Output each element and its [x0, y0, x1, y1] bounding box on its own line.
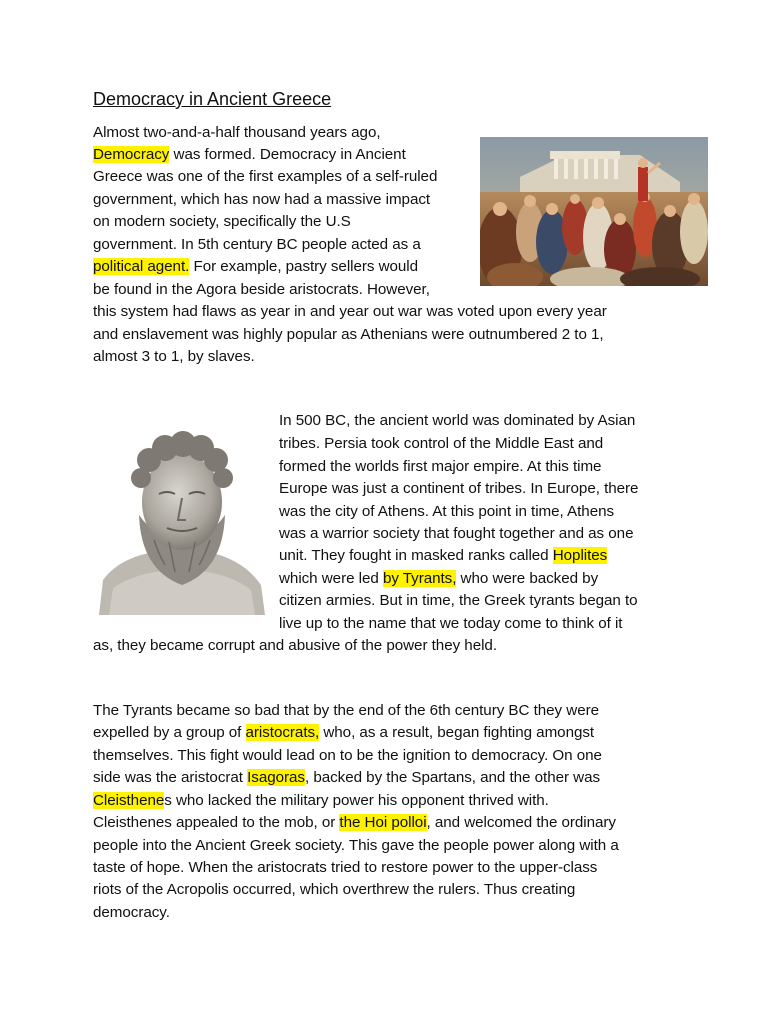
highlighted-term: by Tyrants, — [382, 570, 457, 587]
text-line — [93, 211, 351, 233]
text-line — [93, 879, 575, 901]
text-line — [93, 857, 597, 879]
text-line — [279, 433, 603, 455]
text-run: almost 3 to 1, by slaves. — [93, 348, 255, 365]
text-line — [279, 410, 635, 432]
text-run: and enslavement was highly popular as Athenians were outnumbered 2 to 1, — [93, 326, 604, 343]
text-run: this system had flaws as year in and year out war was voted upon every year — [93, 303, 607, 320]
text-line — [93, 812, 616, 834]
text-line — [93, 700, 599, 722]
text-run: tribes. Persia took control of the Middle East and — [279, 435, 604, 452]
text-run: government. In 5th century BC people acted as a — [93, 236, 421, 253]
text-run: Europe was just a continent of tribes. In Europe, there — [279, 480, 639, 497]
text-line — [93, 189, 430, 211]
text-line — [279, 590, 638, 612]
highlighted-term: Democracy — [93, 146, 170, 163]
text-run: who were backed by — [456, 570, 599, 587]
text-line — [93, 279, 430, 301]
text-line — [93, 301, 607, 323]
page-title: Democracy in Ancient Greece — [93, 89, 332, 109]
text-line — [93, 234, 421, 256]
text-run: side was the aristocrat — [93, 769, 248, 786]
text-run: was the city of Athens. At this point in time, Athens — [279, 503, 615, 520]
highlighted-term: political agent. — [93, 258, 190, 275]
text-line — [93, 256, 418, 278]
text-run: themselves. This fight would lead on to be the ignition to democracy. On one — [93, 747, 602, 764]
text-line — [93, 835, 619, 857]
text-line — [279, 523, 633, 545]
text-line — [93, 635, 497, 657]
text-line — [279, 568, 598, 590]
greek-philosopher-bust-icon — [99, 420, 265, 615]
text-run: on modern society, specifically the U.S — [93, 213, 351, 230]
text-run: be found in the Agora beside aristocrats. However, — [93, 281, 430, 298]
highlighted-term: Cleisthene — [93, 792, 165, 809]
text-run: riots of the Acropolis occurred, which overthrew the rulers. Thus creating — [93, 881, 576, 898]
text-run: was formed. Democracy in Ancient — [169, 146, 406, 163]
text-line — [279, 501, 614, 523]
text-run: formed the worlds first major empire. At this time — [279, 458, 602, 475]
text-run: unit. They fought in masked ranks called — [279, 547, 553, 564]
highlighted-term: aristocrats, — [245, 724, 320, 741]
text-line — [93, 790, 549, 812]
text-run: Greece was one of the first examples of a self-ruled — [93, 168, 438, 185]
text-run: live up to the name that we today come to think of it — [279, 615, 623, 632]
text-run: In 500 BC, the ancient world was dominated by Asian — [279, 412, 636, 429]
text-line — [93, 324, 604, 346]
text-run: , and welcomed the ordinary — [426, 814, 616, 831]
highlighted-term: the Hoi polloi — [339, 814, 427, 831]
text-line — [279, 456, 601, 478]
highlighted-term: Hoplites — [552, 547, 608, 564]
text-line — [93, 346, 255, 368]
text-run: government, which has now had a massive impact — [93, 191, 431, 208]
text-run: citizen armies. But in time, the Greek tyrants began to — [279, 592, 638, 609]
athens-assembly-painting-icon — [480, 137, 708, 286]
text-run: was a warrior society that fought together and as one — [279, 525, 634, 542]
text-run: as, they became corrupt and abusive of the power they held. — [93, 637, 497, 654]
text-run: For example, pastry sellers would — [189, 258, 419, 275]
text-line — [93, 722, 594, 744]
text-run: , backed by the Spartans, and the other was — [304, 769, 601, 786]
text-line — [93, 166, 437, 188]
text-run: who, as a result, began fighting amongst — [319, 724, 595, 741]
text-run: Almost two-and-a-half thousand years ago, — [93, 124, 381, 141]
text-run: taste of hope. When the aristocrats tried to restore power to the upper-class — [93, 859, 598, 876]
text-line — [93, 902, 170, 924]
text-line — [279, 613, 622, 635]
text-run: expelled by a group of — [93, 724, 246, 741]
highlighted-term: Isagoras — [247, 769, 305, 786]
text-line — [279, 545, 607, 567]
text-run: Cleisthenes appealed to the mob, or — [93, 814, 340, 831]
text-run: The Tyrants became so bad that by the end of the 6th century BC they were — [93, 702, 599, 719]
text-run: s who lacked the military power his opponent thrived with. — [164, 792, 549, 809]
text-line — [93, 767, 600, 789]
text-run: democracy. — [93, 904, 170, 921]
text-line — [279, 478, 638, 500]
text-line — [93, 144, 406, 166]
text-run: people into the Ancient Greek society. This gave the people power along with a — [93, 837, 619, 854]
text-line — [93, 745, 602, 767]
text-line — [93, 122, 381, 144]
text-run: which were led — [279, 570, 383, 587]
